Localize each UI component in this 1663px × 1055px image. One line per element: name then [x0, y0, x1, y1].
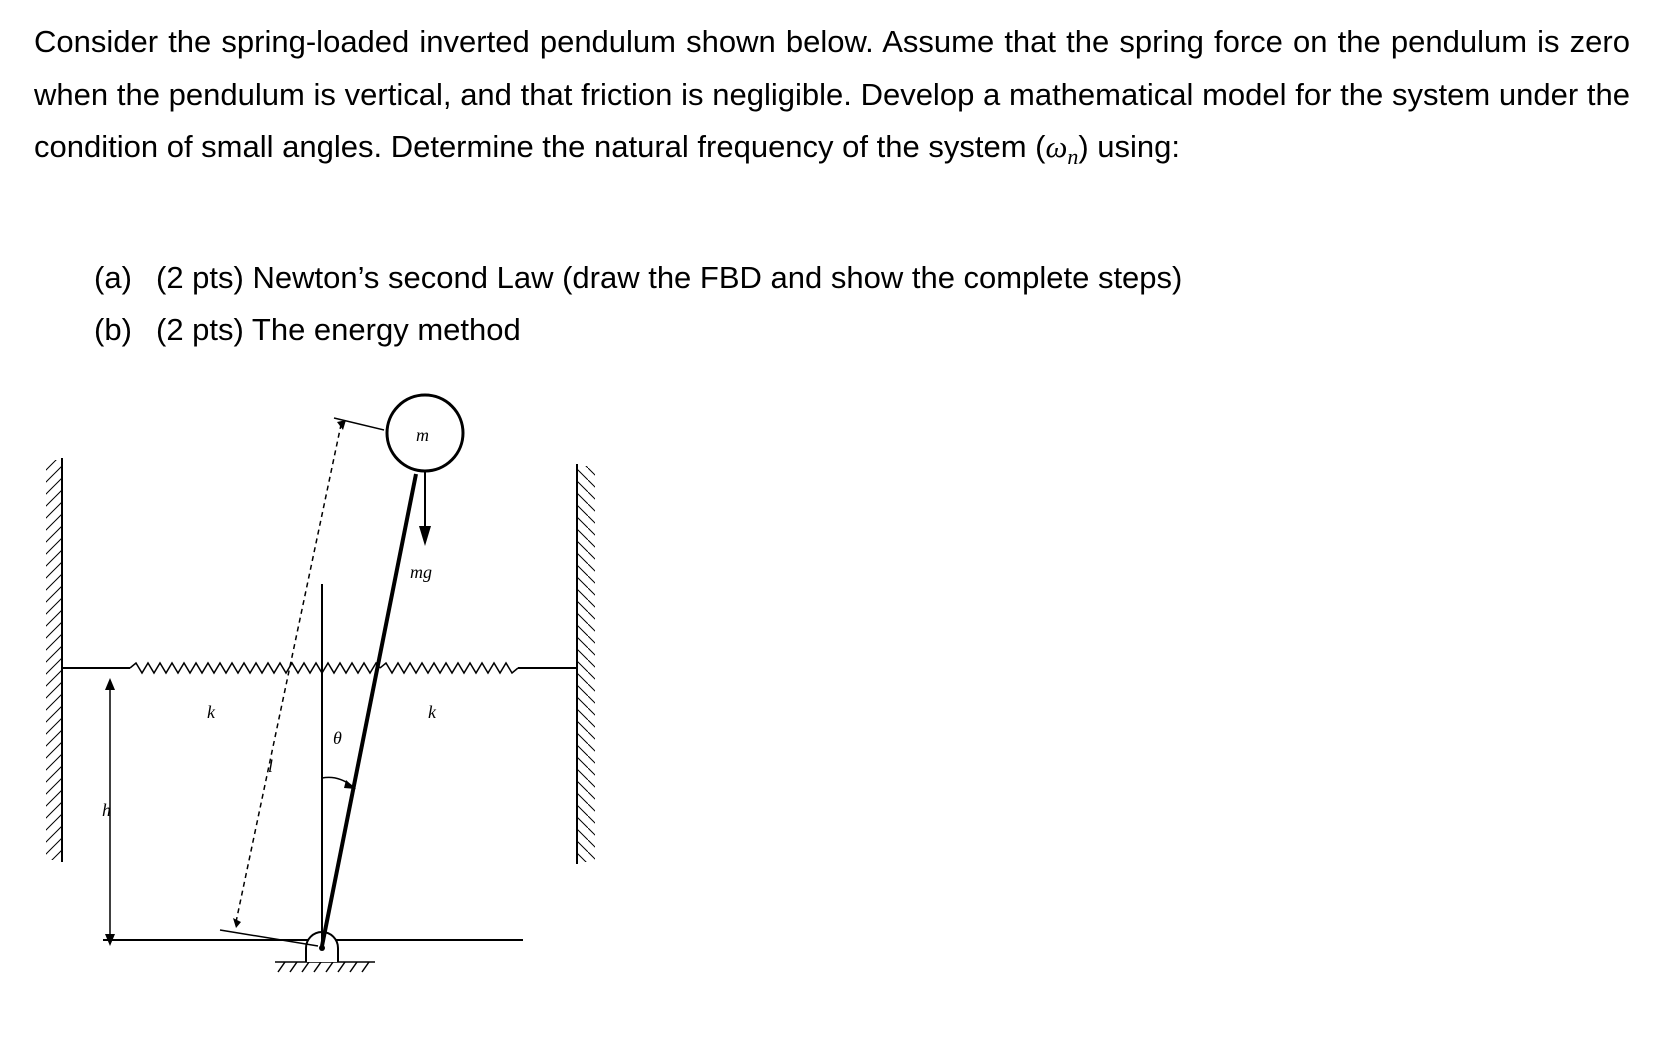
part-a [94, 252, 1182, 304]
right-spring [380, 663, 518, 673]
right-wall [577, 464, 595, 864]
weight-label: mg [410, 562, 432, 582]
natural-frequency-symbol: $(\omega_n)$ [1035, 129, 1089, 170]
left-spring [130, 663, 380, 673]
pendulum-rod [322, 474, 416, 946]
question-parts [94, 252, 1182, 356]
part-a-text: (2 pts) Newton’s second Law (draw the FBD and show the complete steps) [156, 260, 1183, 295]
part-b [94, 304, 1182, 356]
problem-statement [34, 16, 1630, 184]
spring-right-label: k [428, 702, 436, 722]
weight-arrow [419, 471, 431, 546]
height-label: h [102, 800, 111, 820]
angle-label: θ [333, 728, 342, 748]
left-wall [46, 458, 62, 862]
part-a-label: (a) [94, 260, 132, 295]
problem-intro: Consider the spring-loaded inverted pendulum shown below. Assume that the spring force on the pendulum is zero when the pendulum is vertical, and that friction is negligible. Develop a mathematical model for the system under the condition of small angles. Determine the natural frequency of the system [34, 24, 1630, 164]
part-b-text: (2 pts) The energy method [156, 312, 521, 347]
length-dimension [220, 418, 384, 946]
pendulum-figure [0, 380, 620, 980]
spring-left-label: k [207, 702, 215, 722]
length-label: l [268, 756, 274, 776]
angle-arc [322, 777, 356, 789]
mass-label: m [416, 425, 429, 445]
ground-hatch [275, 962, 375, 972]
problem-tail: using: [1088, 129, 1181, 164]
part-b-label: (b) [94, 312, 132, 347]
